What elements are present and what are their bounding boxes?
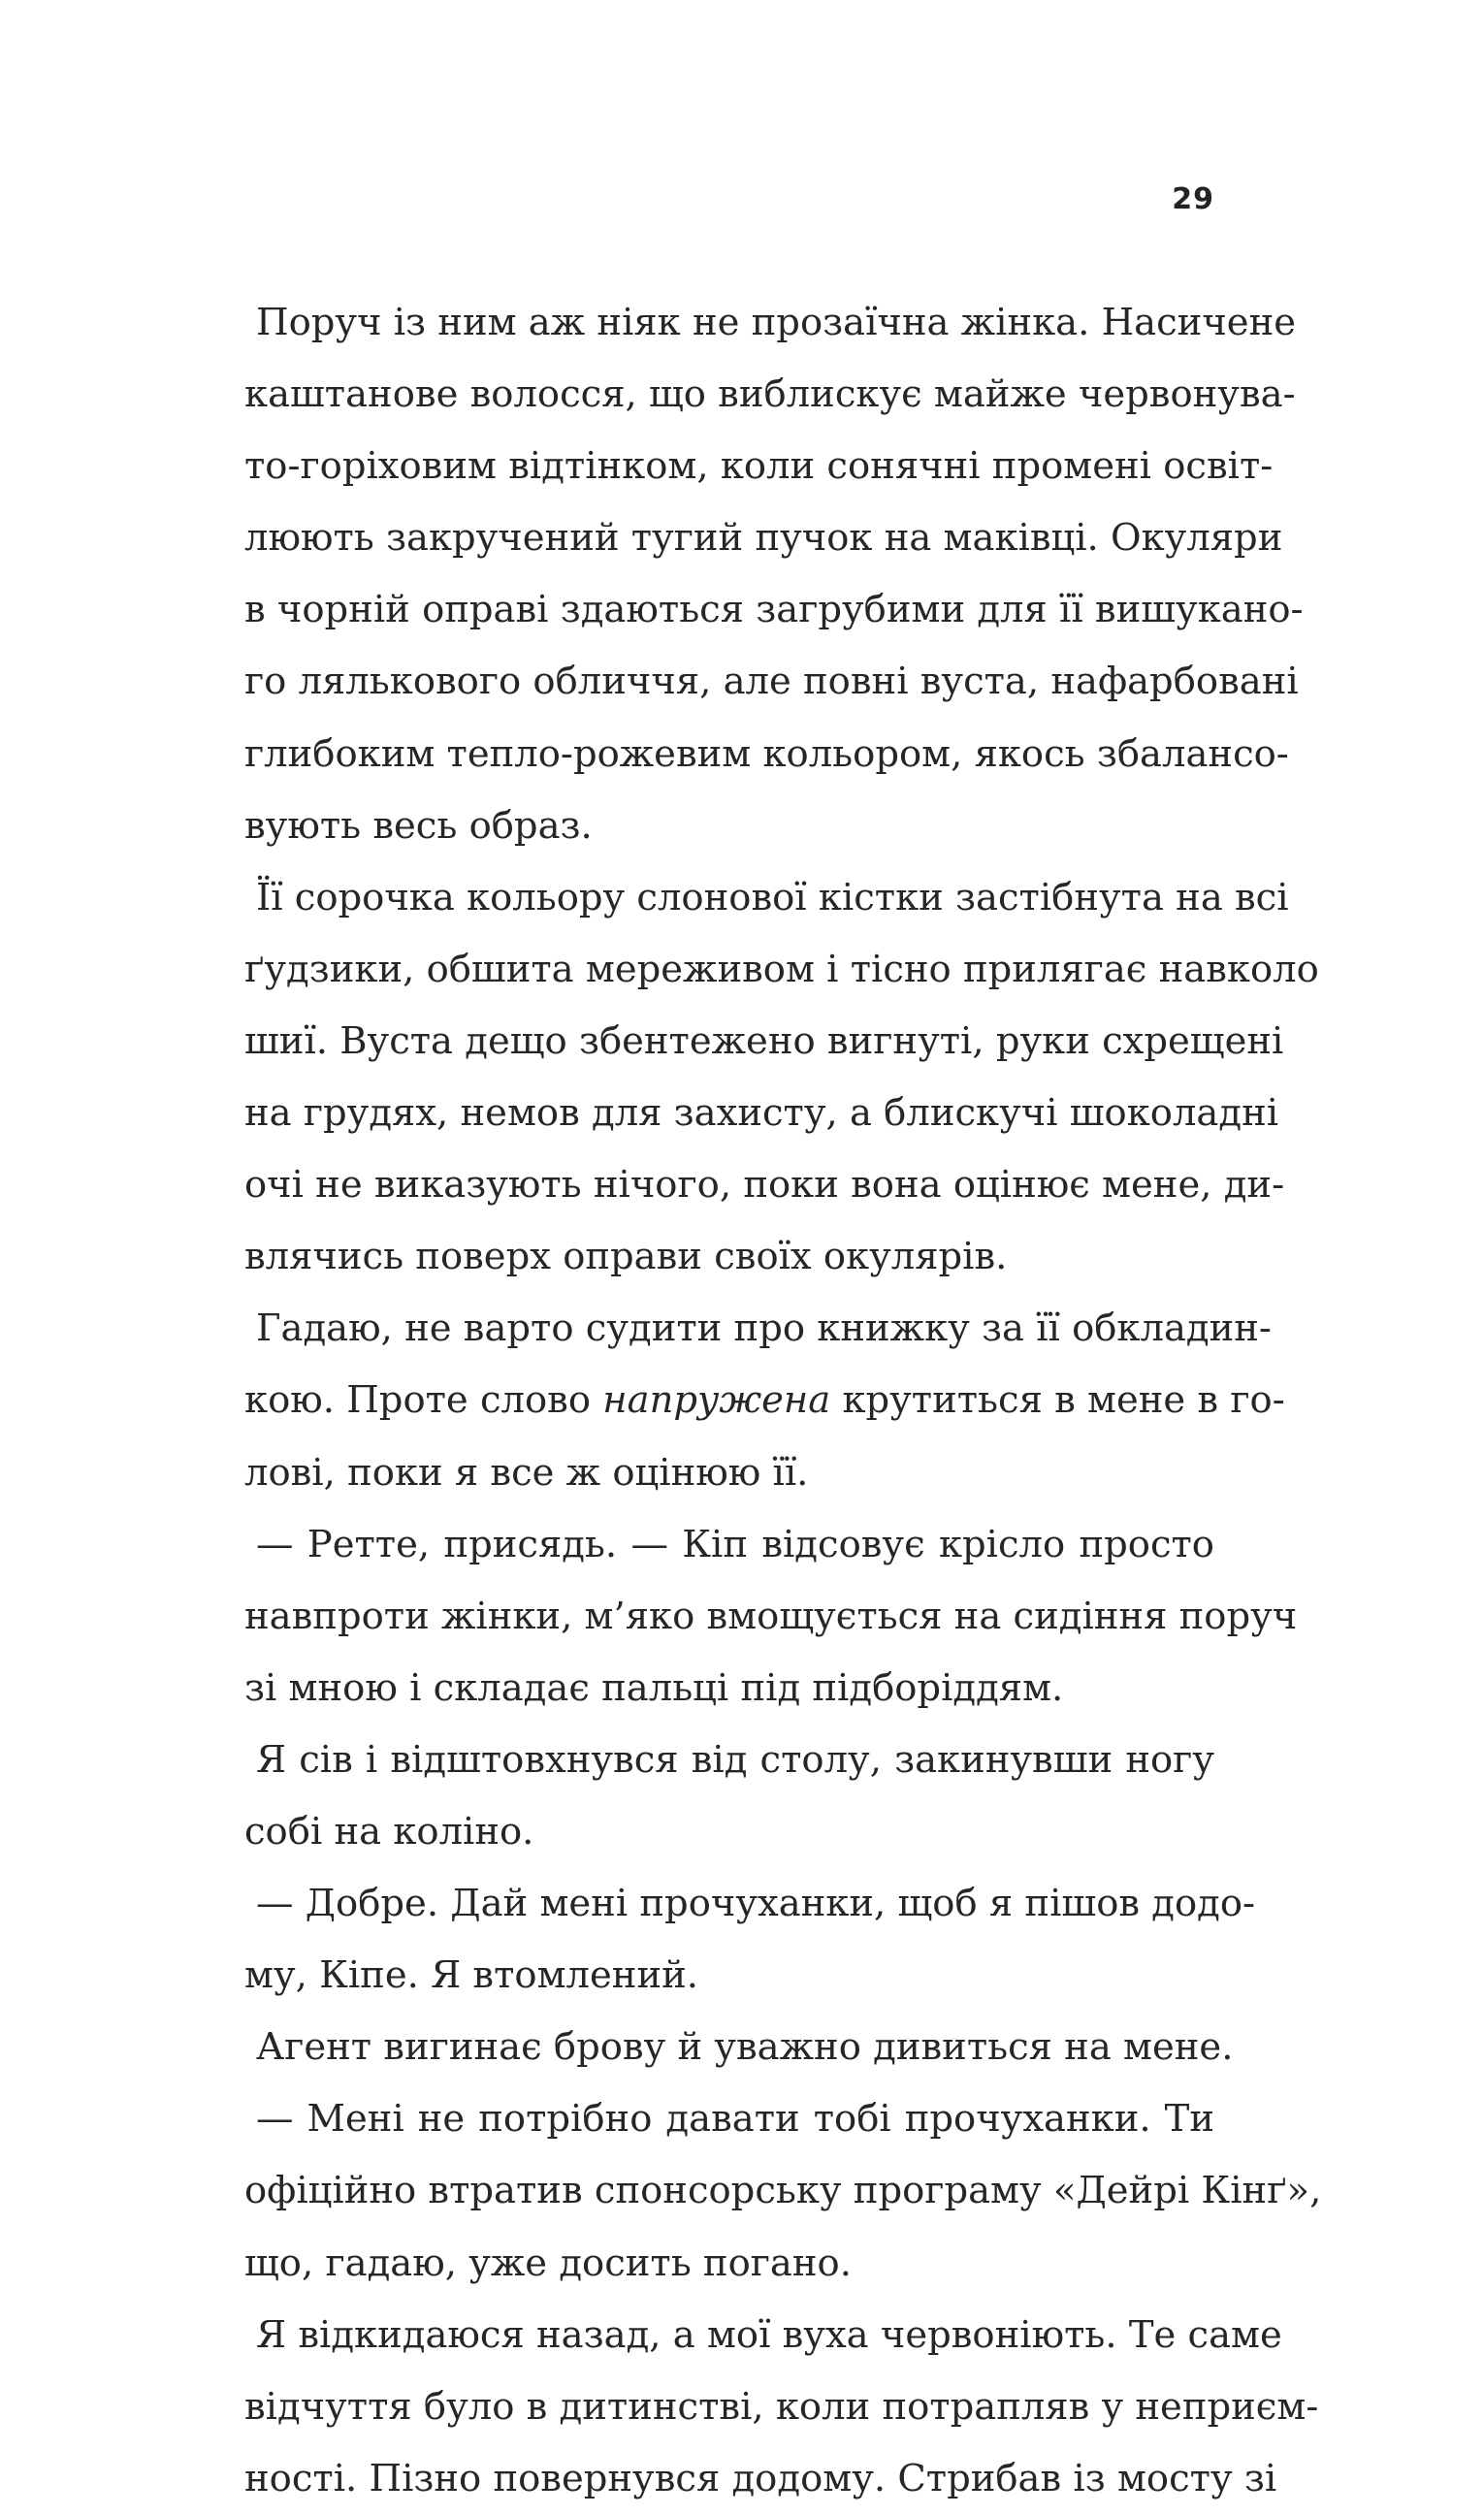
text-line: Я сів і відштовхнувся від столу, закинувши ногу (256, 1737, 1214, 1782)
text-line: — Ретте, присядь. — Кіп відсовує крісло просто (256, 1522, 1214, 1566)
text-line: зі мною і складає пальці під підборіддям. (244, 1665, 1064, 1710)
text-line: ґудзики, обшита мереживом і тісно прилягає навколо (244, 947, 1319, 991)
text-segment: крутиться в мене в го- (830, 1378, 1285, 1423)
text-line: влячись поверх оправи своїх окулярів. (244, 1235, 1008, 1279)
text-line: що, гадаю, уже досить погано. (244, 2241, 852, 2285)
body-text (244, 287, 1322, 2515)
text-line: Гадаю, не варто судити про книжку за її обкладин- (256, 1306, 1272, 1351)
text-line: очі не виказують нічого, поки вона оцінює мене, ди- (244, 1163, 1285, 1208)
page-number: 29 (1172, 182, 1214, 216)
text-line (244, 1365, 1285, 1436)
text-line: шиї. Вуста дещо збентежено вигнуті, руки схрещені (244, 1018, 1284, 1063)
text-line: глибоким тепло-рожевим кольором, якось збалансо- (244, 731, 1289, 776)
text-line: — Мені не потрібно давати тобі прочуханки. Ти (256, 2097, 1214, 2142)
text-line: то-горіховим відтінком, коли сонячні промені освіт- (244, 444, 1274, 489)
text-line: каштанове волосся, що виблискує майже червонува- (244, 372, 1296, 417)
text-line: — Добре. Дай мені прочуханки, щоб я пішов додо- (256, 1882, 1256, 1926)
text-line: вують весь образ. (244, 803, 593, 848)
text-line: Її сорочка кольору слонової кістки застібнута на всі (256, 875, 1289, 919)
text-line: на грудях, немов для захисту, а блискучі шоколадні (244, 1091, 1279, 1136)
text-line: Я відкидаюся назад, а мої вуха червоніють. Те саме (256, 2312, 1282, 2357)
text-line: Поруч із ним аж ніяк не прозаїчна жінка. Насичене (256, 301, 1297, 344)
text-line: офіційно втратив спонсорську програму «Дейрі Кінґ», (244, 2169, 1322, 2213)
text-segment: кою. Проте слово (244, 1378, 603, 1423)
text-line: го лялькового обличчя, але повні вуста, нафарбовані (244, 660, 1299, 704)
emphasized-word: напружена (602, 1378, 831, 1423)
text-line: люють закручений тугий пучок на маківці. Окуляри (244, 516, 1283, 561)
text-line: навпроти жінки, м’яко вмощується на сидіння поруч (244, 1594, 1298, 1638)
text-line: му, Кіпе. Я втомлений. (244, 1953, 698, 1998)
text-line: Агент вигинає брову й уважно дивиться на мене. (256, 2025, 1234, 2070)
text-line: собі на коліно. (244, 1809, 534, 1854)
text-line: ності. Пізно повернувся додому. Стрибав із мосту зі (244, 2456, 1277, 2500)
text-line: лові, поки я все ж оцінюю її. (244, 1450, 809, 1495)
text-line: в чорній оправі здаються загрубими для її вишукано- (244, 588, 1304, 632)
text-line: відчуття було в дитинстві, коли потрапляв у неприєм- (244, 2384, 1319, 2429)
